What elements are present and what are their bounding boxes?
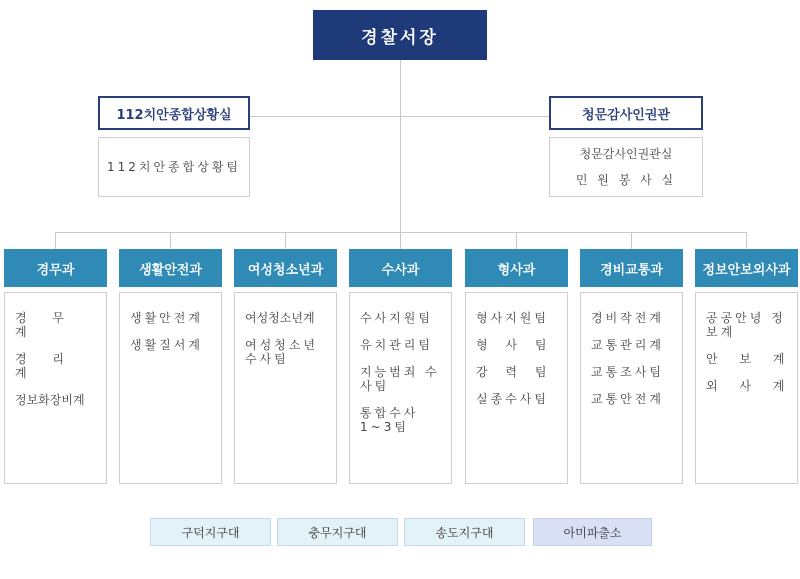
dept-item: 지능범죄 수사팀 xyxy=(360,365,440,393)
dept-title-intelligence-security: 정보안보외사과 xyxy=(695,249,798,287)
dept-item: 여성청소년계 xyxy=(245,311,315,325)
dept-body-investigation xyxy=(349,292,452,484)
unit-songdo: 송도지구대 xyxy=(404,518,525,546)
staff-right-title: 청문감사인권관 xyxy=(549,96,703,130)
staff-right-body xyxy=(549,137,703,197)
staff-right-item: 민 원 봉 사 실 xyxy=(575,173,677,187)
dept-item: 형 사 팀 xyxy=(476,338,547,352)
dept-item: 교통조사팀 xyxy=(591,365,664,379)
dept-body-intelligence-security xyxy=(695,292,798,484)
unit-chungmu: 충무지구대 xyxy=(277,518,398,546)
chief-vertical-line xyxy=(400,60,401,232)
dept-title-admin: 경무과 xyxy=(4,249,107,287)
dept-connector xyxy=(170,232,171,249)
staff-right-item: 청문감사인권관실 xyxy=(579,147,673,161)
dept-connector xyxy=(285,232,286,249)
dept-item: 경 무 계 xyxy=(15,311,64,339)
dept-item: 외 사 계 xyxy=(706,379,785,393)
dept-title-women-youth: 여성청소년과 xyxy=(234,249,337,287)
dept-item: 경 리 계 xyxy=(15,352,64,380)
dept-title-investigation: 수사과 xyxy=(349,249,452,287)
dept-item: 형사지원팀 xyxy=(476,311,549,325)
dept-connector xyxy=(400,232,401,249)
dept-title-security-traffic: 경비교통과 xyxy=(580,249,683,287)
dept-item: 통합수사 1~3팀 xyxy=(360,406,419,434)
dept-connector xyxy=(516,232,517,249)
dept-connector xyxy=(746,232,747,249)
dept-body-women-youth xyxy=(234,292,337,484)
staff-horizontal-line xyxy=(250,116,550,117)
dept-item: 정보화장비계 xyxy=(15,393,85,407)
chief-box: 경찰서장 xyxy=(313,10,487,60)
dept-item: 교통관리계 xyxy=(591,338,664,352)
dept-body-community-safety xyxy=(119,292,222,484)
dept-item: 유치관리팀 xyxy=(360,338,433,352)
dept-item: 공공안녕 정보계 xyxy=(706,311,786,339)
dept-body-admin xyxy=(4,292,107,484)
dept-body-security-traffic xyxy=(580,292,683,484)
dept-item: 안 보 계 xyxy=(706,352,785,366)
unit-ami: 아미파출소 xyxy=(533,518,652,546)
dept-item: 생활질서계 xyxy=(130,338,203,352)
dept-title-community-safety: 생활안전과 xyxy=(119,249,222,287)
dept-item: 경비작전계 xyxy=(591,311,664,325)
dept-item: 수사지원팀 xyxy=(360,311,433,325)
dept-item: 여성청소년 수사팀 xyxy=(245,338,318,366)
dept-item: 강 력 팀 xyxy=(476,365,547,379)
dept-item: 실종수사팀 xyxy=(476,392,549,406)
dept-connector xyxy=(55,232,56,249)
unit-gudeok: 구덕지구대 xyxy=(150,518,271,546)
staff-left-item: 112치안종합상황팀 xyxy=(106,160,242,174)
dept-item: 생활안전계 xyxy=(130,311,203,325)
dept-item: 교통안전계 xyxy=(591,392,664,406)
dept-horizontal-line xyxy=(55,232,747,233)
dept-body-criminal xyxy=(465,292,568,484)
dept-connector xyxy=(631,232,632,249)
staff-left-body xyxy=(98,137,250,197)
dept-title-criminal: 형사과 xyxy=(465,249,568,287)
staff-left-title: 112치안종합상황실 xyxy=(98,96,250,130)
